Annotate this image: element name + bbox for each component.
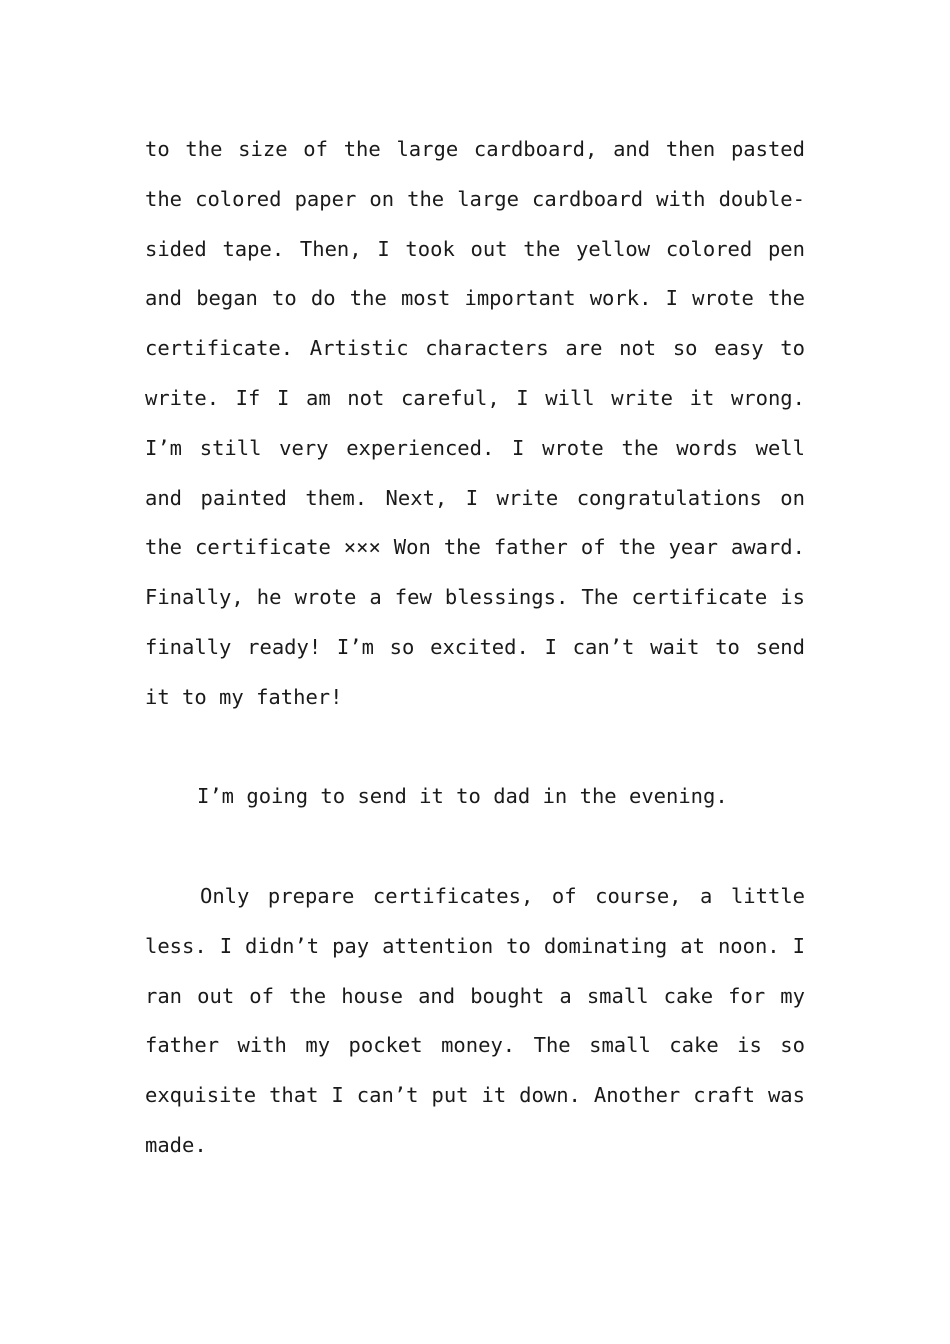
paragraph-cake: Only prepare certificates, of course, a little less. I didn’t pay attention to dominating at noon. I ran out of the house and bought a small cake for my father with my pocket money. The small cake is so exquisite that I can’t put it down. Another craft was made. <box>145 883 805 1157</box>
paragraph-spacer <box>145 723 805 773</box>
paragraph-spacer <box>145 822 805 872</box>
document-page <box>145 125 805 1171</box>
paragraph-certificate-making: to the size of the large cardboard, and then pasted the colored paper on the large cardboard with double-sided tape. Then, I took out the yellow colored pen and began to do the most important work. I wrote the certificate. Artistic characters are not so easy to write. If I am not careful, I will write it wrong. I’m still very experienced. I wrote the words well and painted them. Next, I write congratulations on the certificate ××× Won the father of the year award. Finally, he wrote a few blessings. The certificate is finally ready! I’m so excited. I can’t wait to send it to my father! <box>145 137 805 709</box>
paragraph-send-to-dad: I’m going to send it to dad in the evening. <box>197 784 728 809</box>
